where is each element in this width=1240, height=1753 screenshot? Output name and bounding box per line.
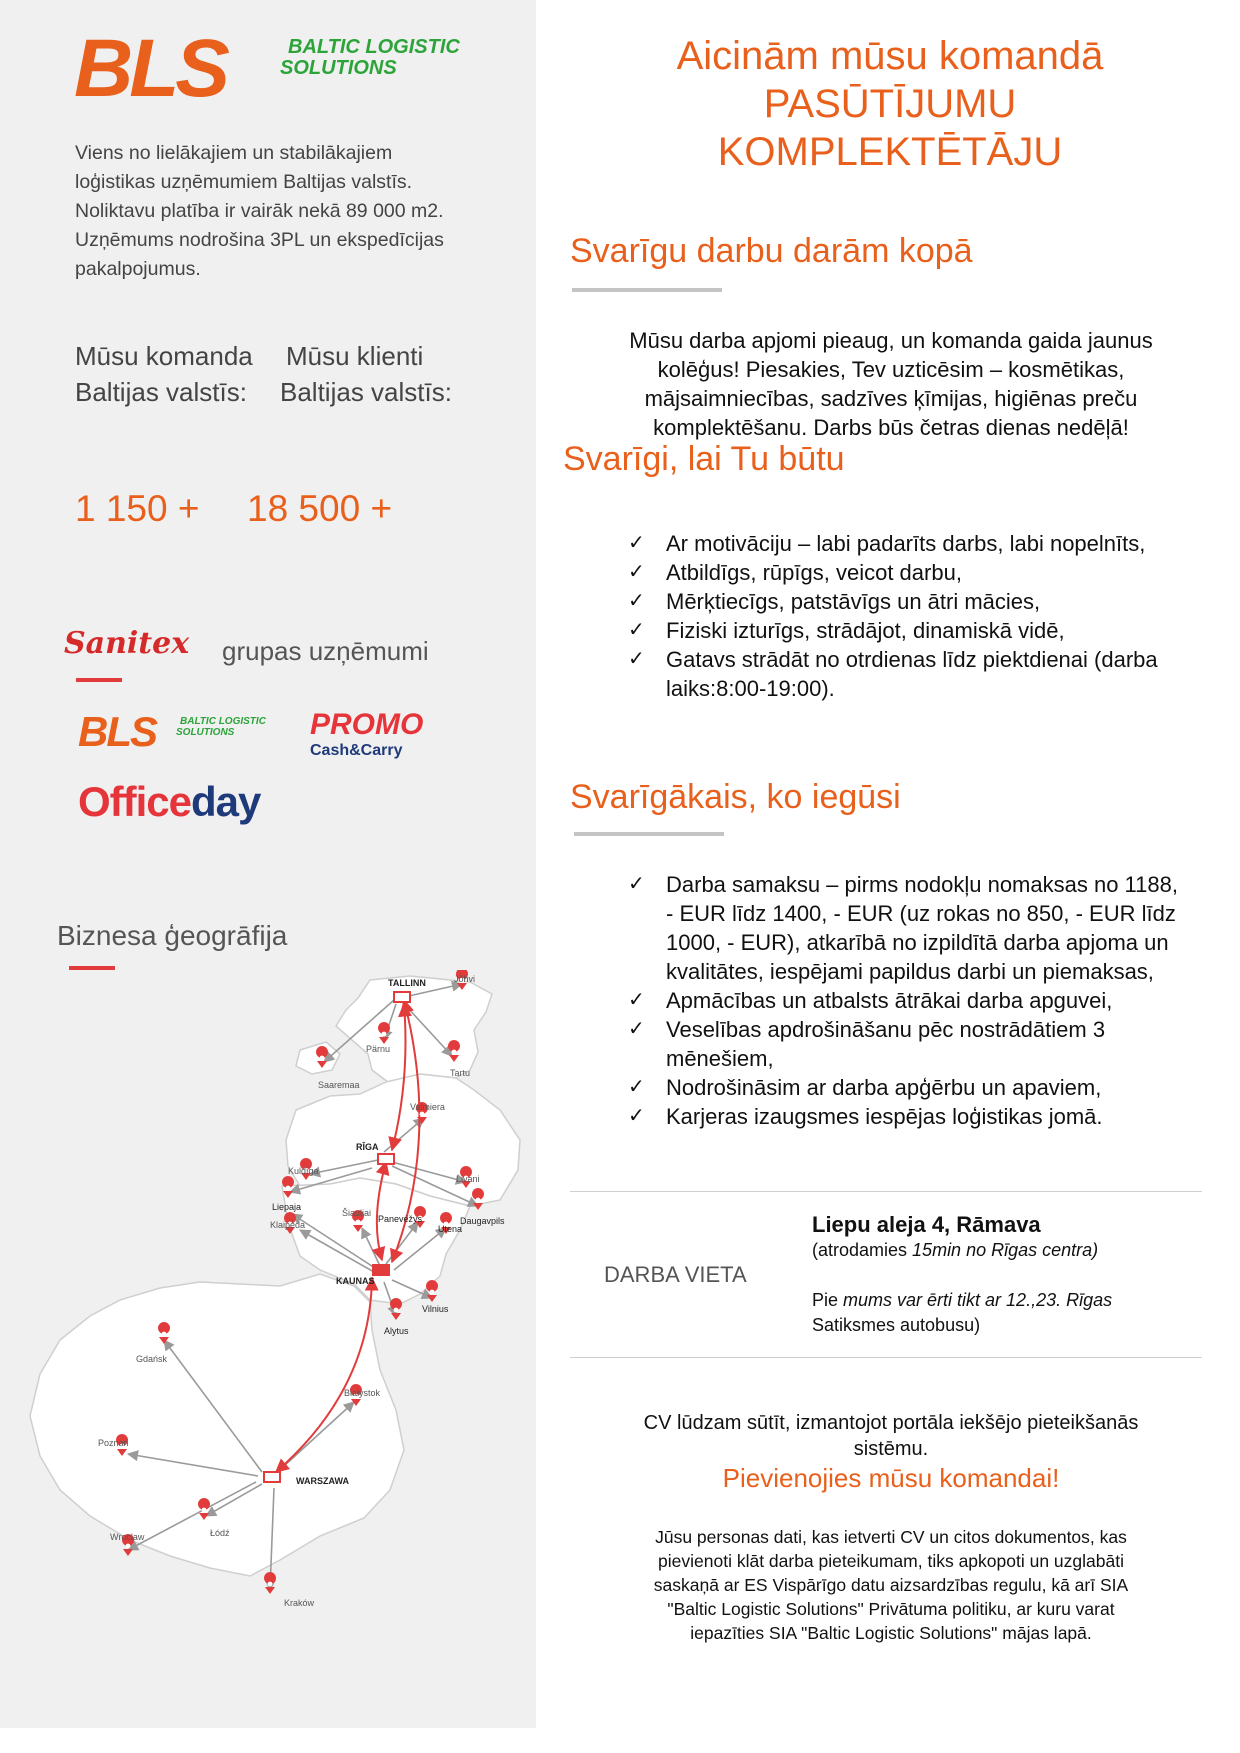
- group-label: grupas uzņēmumi: [222, 636, 429, 666]
- check-icon: ✓: [628, 1018, 645, 1040]
- list-item: [628, 1102, 1188, 1131]
- workplace-address: Liepu aleja 4, Rāmava: [812, 1212, 1041, 1237]
- body-line: mājsaimniecības, sadzīves ķīmijas, higiēnas preču: [644, 386, 1138, 411]
- city-riga: RĪGA: [356, 1142, 379, 1152]
- hub-kaunas: [372, 1264, 390, 1276]
- privacy-line: Jūsu personas dati, kas ietverti CV un citos dokumentos, kas: [655, 1527, 1127, 1547]
- cv-line-2: sistēmu.: [853, 1438, 929, 1460]
- intro-line: pakalpojumus.: [75, 258, 201, 280]
- location-em: 15min no Rīgas centra): [912, 1240, 1099, 1260]
- city-vilnius: Vilnius: [422, 1304, 449, 1314]
- intro-line: loģistikas uzņēmumiem Baltijas valstīs.: [75, 171, 413, 193]
- privacy-line: saskaņā ar ES Vispārīgo datu aizsardzības regulu, kā arī SIA: [653, 1575, 1129, 1595]
- check-icon: ✓: [628, 532, 645, 554]
- check-icon: ✓: [628, 619, 645, 641]
- stat-clients-label: [280, 338, 452, 410]
- cv-instructions: [560, 1410, 1222, 1462]
- list-item-text: Karjeras izaugsmes iespējas loģistikas jomā.: [666, 1104, 1103, 1129]
- city-valmiera: Valmiera: [410, 1102, 445, 1112]
- check-icon: ✓: [628, 873, 645, 895]
- workplace-transport: [812, 1288, 1112, 1338]
- promo-logo-text: PROMO: [310, 708, 424, 741]
- promo-logo-sub: Cash&Carry: [310, 742, 403, 759]
- page-title: [560, 32, 1220, 176]
- city-poznan: Poznań: [98, 1438, 129, 1448]
- privacy-line: iepazīties SIA "Baltic Logistic Solutions" mājas lapā.: [690, 1623, 1092, 1643]
- title-line-1: Aicinām mūsu komandā: [676, 34, 1104, 78]
- section-body-together: [560, 326, 1222, 442]
- estonia-shape: [336, 976, 492, 1082]
- city-kaunas: KAUNAS: [336, 1276, 375, 1286]
- list-item-text: Gatavs strādāt no otrdienas līdz piektdienai (darba laiks:8:00-19:00).: [666, 647, 1158, 701]
- bls-small-tag-1: BALTIC LOGISTIC: [180, 716, 266, 727]
- city-warszawa: WARSZAWA: [296, 1476, 349, 1486]
- title-line-3: KOMPLEKTĒTĀJU: [717, 130, 1063, 174]
- transport-em: mums var ērti tikt ar 12.,23. Rīgas: [843, 1290, 1113, 1310]
- left-panel: [0, 0, 536, 1728]
- city-livani: Livani: [456, 1174, 480, 1184]
- city-bialystok: Białystok: [344, 1388, 381, 1398]
- city-tallinn: TALLINN: [388, 978, 426, 988]
- cv-line-1: CV lūdzam sūtīt, izmantojot portāla iekšējo pieteikšanās: [643, 1412, 1139, 1434]
- list-item-text: Mērķtiecīgs, patstāvīgs un ātri mācies,: [666, 589, 1041, 614]
- section-underline: [574, 832, 724, 836]
- city-klaipeda: Klaipėda: [270, 1220, 306, 1230]
- list-item: [628, 986, 1188, 1015]
- city-lodz: Łódź: [210, 1528, 230, 1538]
- workplace-divider-bottom: [570, 1357, 1202, 1358]
- list-item: [628, 645, 1168, 703]
- check-icon: ✓: [628, 1105, 645, 1127]
- saaremaa-shape: [296, 1042, 340, 1074]
- title-line-2: PASŪTĪJUMU: [763, 82, 1017, 126]
- list-item: [628, 616, 1168, 645]
- city-johvi: Jõhvi: [454, 974, 476, 984]
- transport-line-2: Satiksmes autobusu): [812, 1315, 981, 1335]
- stat-clients-value: 18 500 +: [247, 488, 393, 529]
- city-saaremaa: Saaremaa: [318, 1080, 360, 1090]
- promo-logo: [310, 708, 460, 768]
- list-item-text: Nodrošināsim ar darba apģērbu un apaviem,: [666, 1075, 1102, 1100]
- city-panevezys: Panevėžys: [378, 1214, 423, 1224]
- privacy-line: "Baltic Logistic Solutions" Privātuma politiku, ar kuru varat: [667, 1599, 1115, 1619]
- list-item-text: Ar motivāciju – labi padarīts darbs, labi nopelnīts,: [666, 531, 1146, 556]
- bls-small-mark: BLS: [78, 708, 156, 755]
- transport-pre: Pie: [812, 1290, 844, 1310]
- company-intro: [75, 139, 444, 284]
- list-item: [628, 870, 1188, 986]
- city-kuldiga: Kuldīga: [288, 1166, 319, 1176]
- city-liepaja: Liepaja: [272, 1202, 302, 1212]
- bls-logo: [74, 23, 494, 114]
- benefits-list: [628, 870, 1188, 1131]
- city-wroclaw: Wrocław: [110, 1532, 145, 1542]
- workplace-label: DARBA VIETA: [604, 1262, 747, 1287]
- hub-tallinn: [394, 992, 410, 1002]
- city-siauliai: Šiauliai: [342, 1208, 372, 1218]
- bls-small-logo: [78, 708, 278, 760]
- body-line: komplektēšanu. Darbs būs četras dienas nedēļā!: [653, 415, 1129, 440]
- intro-line: Uzņēmums nodrošina 3PL un ekspedīcijas: [75, 229, 444, 251]
- check-icon: ✓: [628, 648, 645, 670]
- hub-riga: [378, 1154, 394, 1164]
- list-item: [628, 558, 1168, 587]
- stat-team-value: 1 150 +: [75, 488, 200, 529]
- intro-line: Viens no lielākajiem un stabilākajiem: [75, 142, 393, 164]
- check-icon: ✓: [628, 590, 645, 612]
- bls-logo-mark: BLS: [74, 23, 226, 114]
- section-heading-together: Svarīgu darbu darām kopā: [570, 232, 973, 270]
- list-item: [628, 1015, 1188, 1073]
- cv-cta: Pievienojies mūsu komandai!: [722, 1463, 1060, 1493]
- officeday-office: Office: [78, 778, 192, 825]
- stat-clients-label-2: Baltijas valstīs:: [280, 377, 452, 407]
- bls-logo-tagline-2: SOLUTIONS: [280, 57, 397, 79]
- workplace-divider-top: [570, 1191, 1202, 1192]
- city-tartu: Tartu: [450, 1068, 471, 1078]
- list-item-text: Veselības apdrošināšanu pēc nostrādātiem 3 mēnešiem,: [666, 1017, 1106, 1071]
- list-item-text: Atbildīgs, rūpīgs, veicot darbu,: [666, 560, 962, 585]
- bls-logo-tagline-1: BALTIC LOGISTIC: [288, 36, 460, 58]
- sanitex-logo: Sanitex: [64, 626, 190, 661]
- body-line: Mūsu darba apjomi pieaug, un komanda gaida jaunus: [629, 328, 1153, 353]
- city-parnu: Pärnu: [366, 1044, 391, 1054]
- city-krakow: Kraków: [284, 1598, 315, 1608]
- body-line: kolēģus! Piesakies, Tev uzticēsim – kosmētikas,: [657, 357, 1125, 382]
- section-heading-benefits: Svarīgākais, ko iegūsi: [570, 778, 901, 816]
- privacy-line: pievienoti klāt darba pieteikumam, tiks apkopoti un uzglabāti: [658, 1551, 1124, 1571]
- business-map: [0, 970, 536, 1610]
- stat-team-label-1: Mūsu komanda: [75, 341, 253, 371]
- workplace-location: [812, 1240, 1098, 1261]
- list-item: [628, 1073, 1188, 1102]
- stat-team-label: [75, 338, 253, 410]
- list-item-text: Fiziski izturīgs, strādājot, dinamiskā vidē,: [666, 618, 1065, 643]
- city-utena: Utena: [438, 1224, 463, 1234]
- city-alytus: Alytus: [384, 1326, 409, 1336]
- group-underline: [76, 678, 122, 682]
- location-pre: (atrodamies: [812, 1240, 913, 1260]
- check-icon: ✓: [628, 989, 645, 1011]
- city-daugavpils: Daugavpils: [460, 1216, 505, 1226]
- stat-clients-label-1: Mūsu klienti: [286, 341, 424, 371]
- privacy-notice: [560, 1525, 1222, 1645]
- city-gdansk: Gdańsk: [136, 1354, 168, 1364]
- bls-small-tag-2: SOLUTIONS: [176, 727, 235, 738]
- map-countries: [30, 976, 520, 1576]
- section-heading-requirements: Svarīgi, lai Tu būtu: [563, 440, 845, 478]
- stat-team-label-2: Baltijas valstīs:: [75, 377, 247, 407]
- check-icon: ✓: [628, 1076, 645, 1098]
- section-underline: [572, 288, 722, 292]
- intro-line: Noliktavu platība ir vairāk nekā 89 000 m2.: [75, 200, 444, 222]
- officeday-day: day: [191, 778, 261, 825]
- hub-warszawa: [264, 1472, 280, 1482]
- requirements-list: [628, 529, 1168, 703]
- list-item-text: Apmācības un atbalsts ātrākai darba apguvei,: [666, 988, 1113, 1013]
- officeday-logo: [78, 778, 260, 826]
- list-item-text: Darba samaksu – pirms nodokļu nomaksas no 1188, - EUR līdz 1400, - EUR (uz rokas no 850, - EUR līdz 1000, - EUR), atkarībā no izpildītā darba apjoma un kvalitātes, iespējami papildus darbi un piemaksas,: [666, 872, 1178, 984]
- check-icon: ✓: [628, 561, 645, 583]
- list-item: [628, 587, 1168, 616]
- geo-title: Biznesa ģeogrāfija: [57, 920, 288, 951]
- list-item: [628, 529, 1168, 558]
